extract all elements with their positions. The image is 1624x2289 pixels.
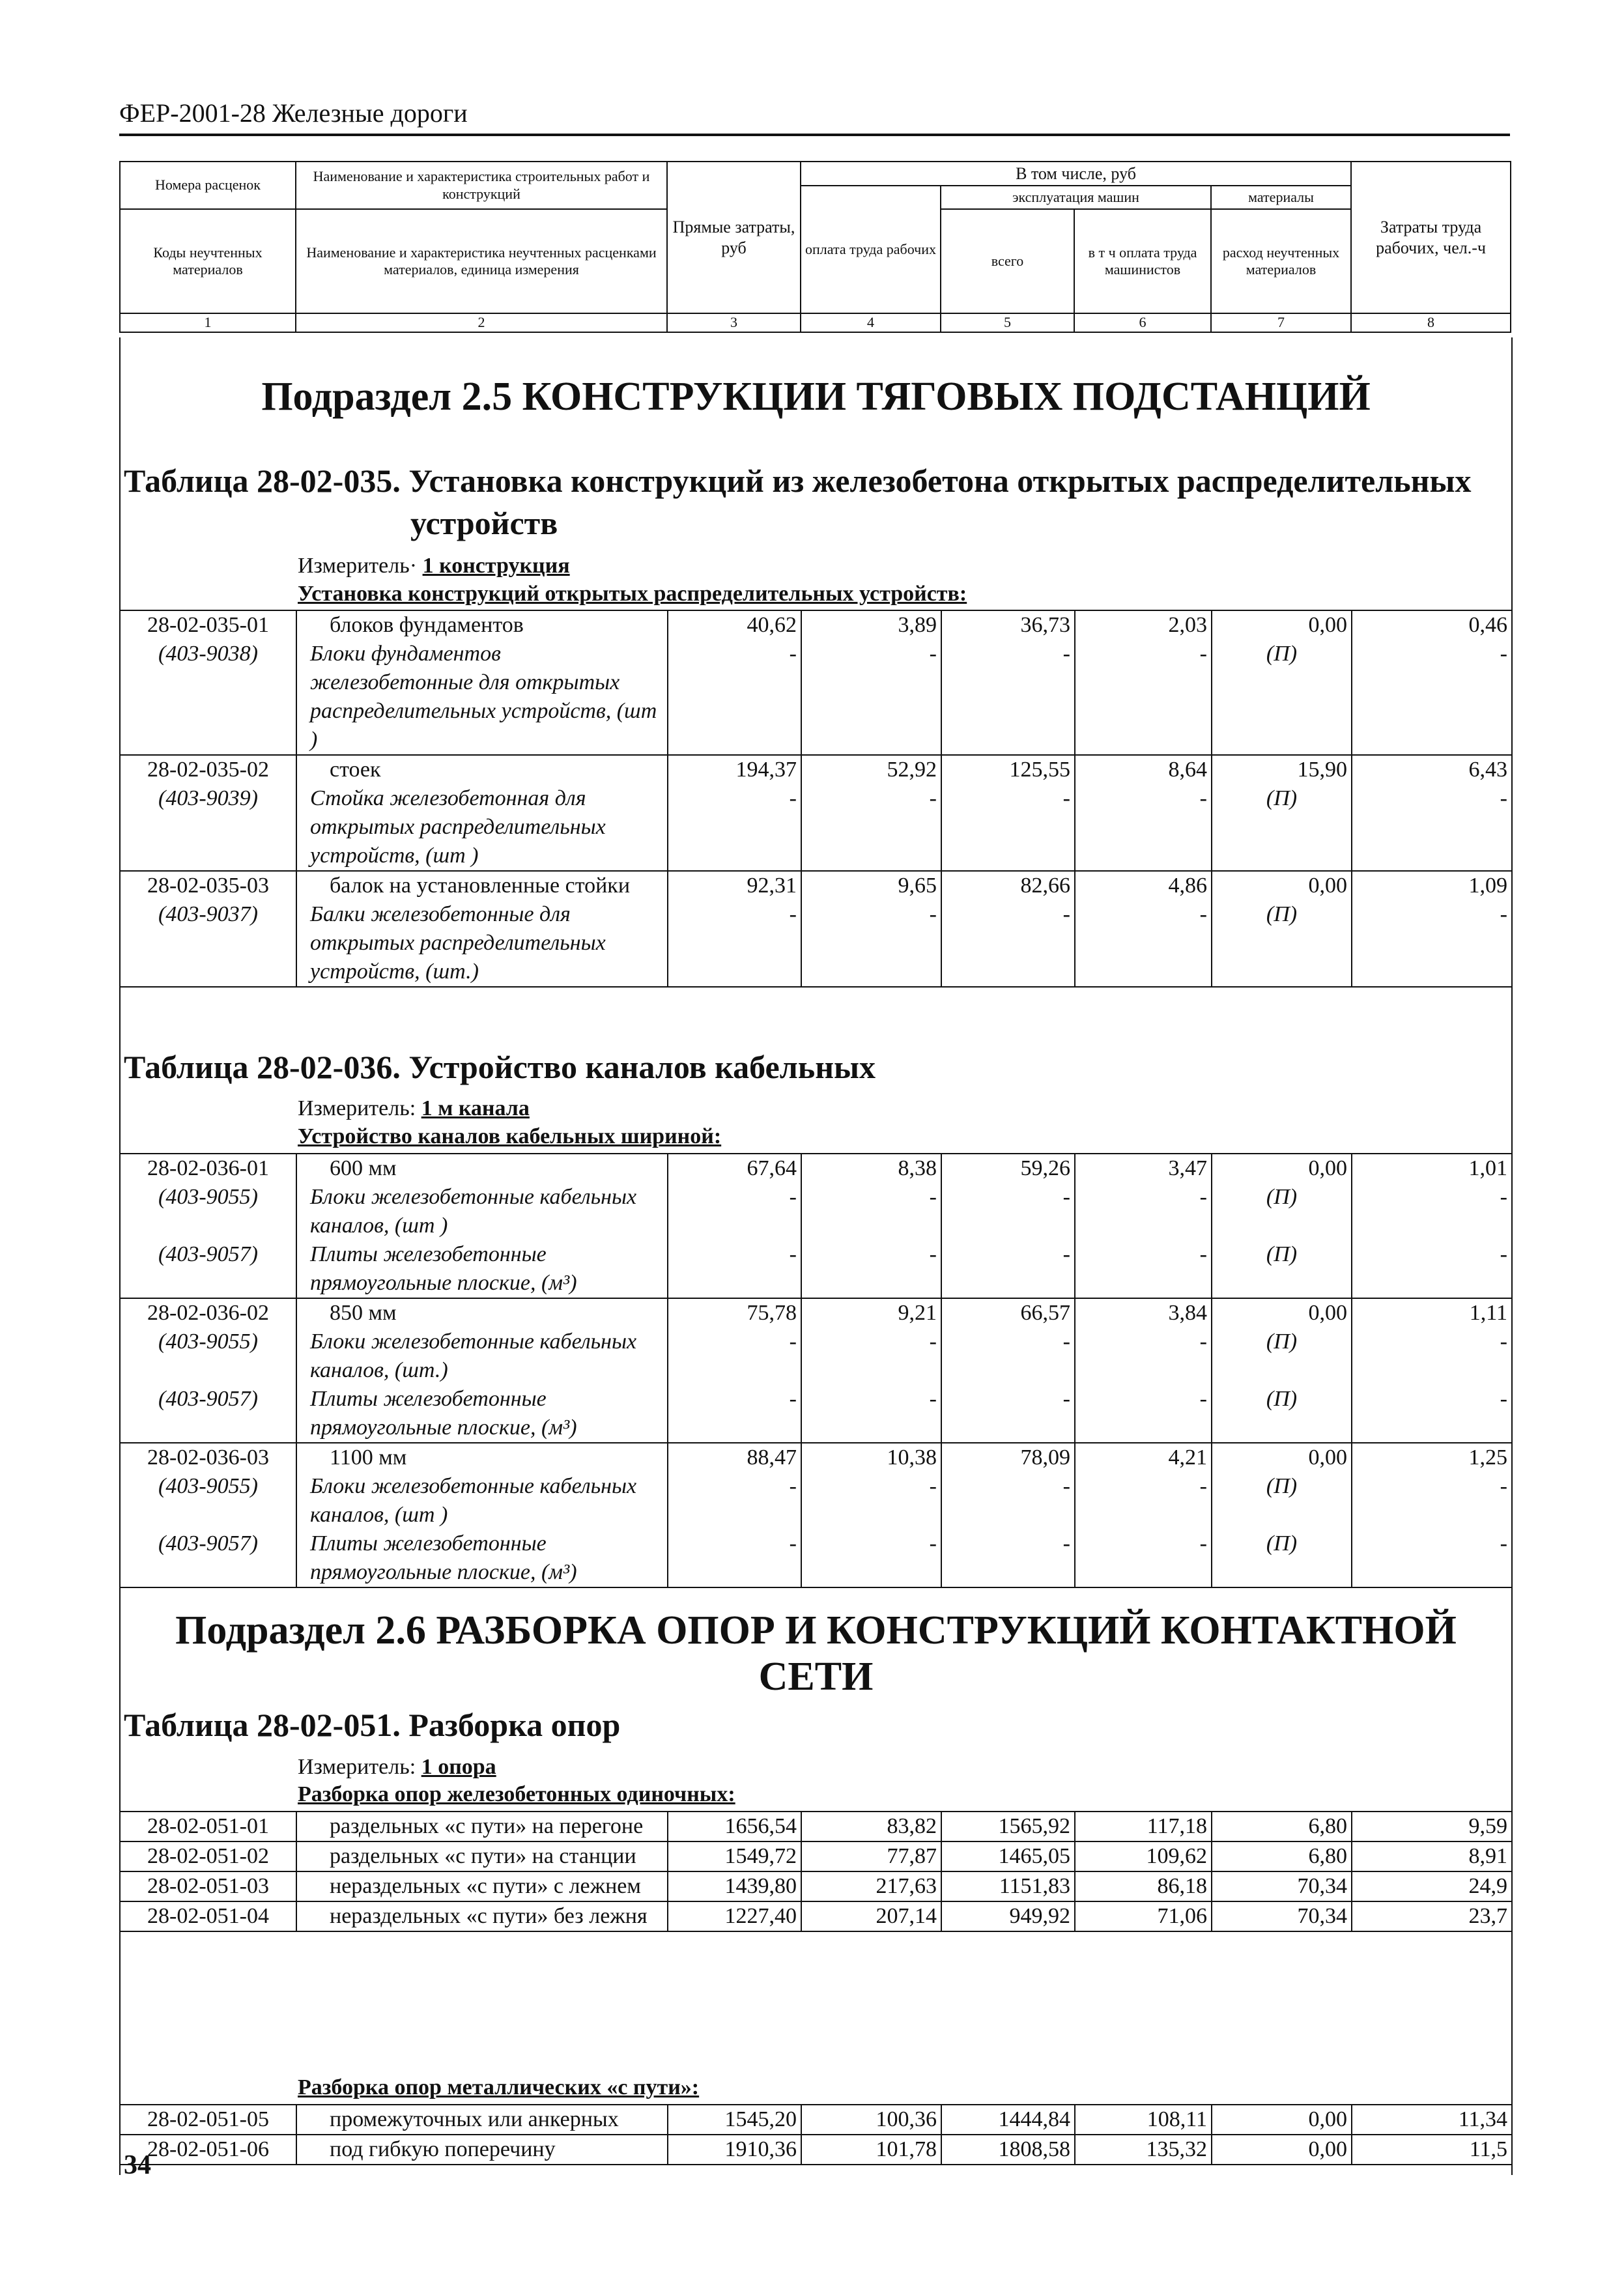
rate-row (121, 1154, 1511, 1183)
rate-code: 28-02-036-03 (121, 1443, 296, 1472)
direct-costs: 1227,40 (668, 1901, 801, 1931)
material-name: Плиты железобетонные прямоугольные плоские, (м³) (296, 1240, 668, 1298)
machinists-pay: 117,18 (1075, 1812, 1212, 1841)
rate-name: блоков фундаментов (296, 611, 668, 640)
rate-name: нераздельных «с пути» с лежнем (296, 1871, 668, 1901)
table-title-line: устройств (410, 505, 558, 541)
header-machines-total: всего (941, 209, 1074, 313)
header-num-8: 8 (1351, 313, 1511, 332)
workers-pay: 83,82 (801, 1812, 941, 1841)
machinists-pay: 2,03 (1075, 611, 1212, 640)
header-num-6: 6 (1074, 313, 1211, 332)
rate-code: 28-02-051-06 (121, 2135, 296, 2164)
header-num-5: 5 (941, 313, 1074, 332)
unit-value: 1 конструкция (422, 554, 570, 578)
header-materials-consumption: расход неучтенных материалов (1211, 209, 1351, 313)
rate-code: 28-02-051-03 (121, 1871, 296, 1901)
direct-costs: 92,31 (668, 871, 801, 900)
unit-of-measure (298, 554, 570, 578)
labor-hours: 6,43 (1352, 755, 1511, 784)
materials-cost: 0,00 (1212, 2105, 1352, 2135)
direct-costs: 1549,72 (668, 1841, 801, 1871)
machines-total: 949,92 (941, 1901, 1075, 1931)
header-direct-costs: Прямые затраты, руб (667, 162, 801, 313)
machines-total: 66,57 (941, 1298, 1075, 1328)
material-name: Блоки железобетонные кабельных каналов, (шт ) (296, 1183, 668, 1240)
material-mark: (П) (1212, 1183, 1352, 1240)
material-name: Стойка железобетонная для открытых распределительных устройств, (шт ) (296, 784, 668, 871)
unit-value: 1 опора (421, 1755, 496, 1779)
header-num-7: 7 (1211, 313, 1351, 332)
rate-row (121, 1812, 1511, 1841)
table-title: Таблица 28-02-036. Устройство каналов кабельных (124, 1049, 876, 1085)
rate-row (121, 2135, 1511, 2164)
rate-code: 28-02-036-01 (147, 1156, 269, 1180)
rate-code: 28-02-051-04 (121, 1901, 296, 1931)
direct-costs: 1545,20 (668, 2105, 801, 2135)
material-name: Блоки железобетонные кабельных каналов, (шт.) (296, 1328, 668, 1385)
rate-name: промежуточных или анкерных (296, 2105, 668, 2135)
labor-hours: 1,11 (1352, 1298, 1511, 1328)
material-mark: (П) (1212, 1328, 1352, 1385)
rate-name: 1100 мм (296, 1443, 668, 1472)
materials-cost: 0,00 (1212, 1443, 1352, 1472)
materials-cost: 0,00 (1212, 871, 1352, 900)
materials-cost: 70,34 (1212, 1871, 1352, 1901)
unit-value: 1 м канала (421, 1096, 530, 1120)
direct-costs: 194,37 (668, 755, 801, 784)
rate-row (121, 1871, 1511, 1901)
rates-block (121, 1811, 1511, 1932)
machinists-pay: 71,06 (1075, 1901, 1212, 1931)
direct-costs: 88,47 (668, 1443, 801, 1472)
header-col2-bottom: Наименование и характеристика неучтенных расценками материалов, единица измерения (296, 209, 667, 313)
material-code: (403-9055) (158, 1474, 258, 1498)
header-num-2: 2 (296, 313, 667, 332)
unit-label: Измеритель: (298, 1096, 416, 1120)
unit-of-measure (298, 1755, 496, 1780)
material-mark: (П) (1212, 784, 1352, 871)
header-num-4: 4 (801, 313, 941, 332)
table-title (124, 460, 1472, 545)
materials-cost: 0,00 (1212, 611, 1352, 640)
subsection-title: Подраздел 2.5 КОНСТРУКЦИИ ТЯГОВЫХ ПОДСТАНЦИЙ (261, 375, 1371, 419)
material-name: Блоки фундаментов железобетонные для открытых распределительных устройств, (шт ) (296, 640, 668, 755)
rate-row (121, 1298, 1511, 1328)
material-mark: (П) (1212, 900, 1352, 986)
materials-cost: 70,34 (1212, 1901, 1352, 1931)
machines-total: 82,66 (941, 871, 1075, 900)
material-code: (403-9038) (158, 642, 258, 666)
workers-pay: 101,78 (801, 2135, 941, 2164)
material-name: Плиты железобетонные прямоугольные плоские, (м³) (296, 1385, 668, 1443)
header-machinists-pay: в т ч оплата труда машинистов (1074, 209, 1211, 313)
materials-cost: 6,80 (1212, 1841, 1352, 1871)
material-code: (403-9037) (158, 902, 258, 926)
material-mark: (П) (1212, 640, 1352, 755)
rate-row (121, 871, 1511, 900)
rate-row (121, 1901, 1511, 1931)
direct-costs: 1656,54 (668, 1812, 801, 1841)
material-code: (403-9039) (158, 786, 258, 810)
material-row: (403-9055) Блоки железобетонные кабельных каналов, (шт ) - - - - (П) - (121, 1183, 1511, 1240)
table-title-line: Таблица 28-02-035. Установка конструкций из железобетона открытых распределительных (124, 462, 1472, 499)
machinists-pay: 108,11 (1075, 2105, 1212, 2135)
machinists-pay: 135,32 (1075, 2135, 1212, 2164)
workers-pay: 10,38 (801, 1443, 941, 1472)
material-name: Балки железобетонные для открытых распределительных устройств, (шт.) (296, 900, 668, 986)
material-code: (403-9057) (158, 1531, 258, 1556)
machinists-pay: 8,64 (1075, 755, 1212, 784)
machinists-pay: 86,18 (1075, 1871, 1212, 1901)
material-code: (403-9057) (158, 1242, 258, 1266)
rate-name: раздельных «с пути» на перегоне (296, 1812, 668, 1841)
labor-hours: 24,9 (1352, 1871, 1511, 1901)
header-col1-bottom: Коды неучтенных материалов (120, 209, 296, 313)
material-name: Блоки железобетонные кабельных каналов, (шт ) (296, 1472, 668, 1529)
materials-cost: 0,00 (1212, 1298, 1352, 1328)
rate-code: 28-02-051-02 (121, 1841, 296, 1871)
machines-total: 1444,84 (941, 2105, 1075, 2135)
labor-hours: 1,25 (1352, 1443, 1511, 1472)
labor-hours: 11,5 (1352, 2135, 1511, 2164)
material-row: (403-9039) Стойка железобетонная для открытых распределительных устройств, (шт ) - - - - (П) - (121, 784, 1511, 871)
material-row: (403-9057) Плиты железобетонные прямоугольные плоские, (м³) - - - - (П) - (121, 1385, 1511, 1443)
header-materials: материалы (1211, 186, 1351, 209)
materials-cost: 15,90 (1212, 755, 1352, 784)
rates-block (121, 2104, 1511, 2165)
material-row: (403-9037) Балки железобетонные для открытых распределительных устройств, (шт.) - - - - (П) - (121, 900, 1511, 986)
head-rule (119, 134, 1510, 136)
workers-pay: 217,63 (801, 1871, 941, 1901)
unit-label: Измеритель· (298, 554, 418, 578)
rate-row (121, 2105, 1511, 2135)
material-name: Плиты железобетонные прямоугольные плоские, (м³) (296, 1529, 668, 1587)
materials-cost: 0,00 (1212, 1154, 1352, 1183)
rates-block (121, 610, 1511, 988)
rate-code: 28-02-035-03 (121, 871, 296, 900)
machines-total: 78,09 (941, 1443, 1075, 1472)
workers-pay: 9,21 (801, 1298, 941, 1328)
labor-hours: 0,46 (1352, 611, 1511, 640)
rate-name: стоек (296, 755, 668, 784)
rate-name: 600 мм (296, 1154, 668, 1183)
rate-name: нераздельных «с пути» без лежня (296, 1901, 668, 1931)
materials-cost: 0,00 (1212, 2135, 1352, 2164)
rate-code: 28-02-036-02 (121, 1298, 296, 1328)
group-title: Разборка опор железобетонных одиночных: (298, 1782, 735, 1806)
direct-costs: 67,64 (668, 1154, 801, 1183)
machinists-pay: 3,47 (1075, 1154, 1212, 1183)
workers-pay: 52,92 (801, 755, 941, 784)
unit-label: Измеритель: (298, 1755, 416, 1779)
rate-code: 28-02-051-01 (147, 1814, 269, 1838)
header-col2-top: Наименование и характеристика строительных работ и конструкций (296, 162, 667, 209)
labor-hours: 9,59 (1352, 1812, 1511, 1841)
rate-name: балок на установленные стойки (296, 871, 668, 900)
table-body (119, 337, 1513, 2175)
column-header-table (119, 161, 1511, 333)
header-col1-top: Номера расценок (120, 162, 296, 209)
material-code: (403-9057) (158, 1387, 258, 1411)
workers-pay: 207,14 (801, 1901, 941, 1931)
materials-cost: 6,80 (1212, 1812, 1352, 1841)
running-head: ФЕР-2001-28 Железные дороги (119, 98, 468, 128)
machines-total: 1808,58 (941, 2135, 1075, 2164)
workers-pay: 77,87 (801, 1841, 941, 1871)
group-title: Разборка опор металлических «с пути»: (298, 2075, 700, 2099)
workers-pay: 100,36 (801, 2105, 941, 2135)
header-including: В том числе, руб (801, 162, 1351, 186)
group-title: Устройство каналов кабельных шириной: (298, 1124, 722, 1148)
machines-total: 1465,05 (941, 1841, 1075, 1871)
header-labor-hours: Затраты труда рабочих, чел.-ч (1351, 162, 1511, 313)
rates-block (121, 1153, 1511, 1588)
material-mark: (П) (1212, 1472, 1352, 1529)
machinists-pay: 4,86 (1075, 871, 1212, 900)
rate-code: 28-02-035-02 (121, 755, 296, 784)
labor-hours: 1,09 (1352, 871, 1511, 900)
direct-costs: 75,78 (668, 1298, 801, 1328)
workers-pay: 3,89 (801, 611, 941, 640)
workers-pay: 9,65 (801, 871, 941, 900)
material-mark: (П) (1212, 1385, 1352, 1443)
labor-hours: 23,7 (1352, 1901, 1511, 1931)
material-row: (403-9055) Блоки железобетонные кабельных каналов, (шт ) - - - - (П) - (121, 1472, 1511, 1529)
material-mark: (П) (1212, 1240, 1352, 1298)
direct-costs: 40,62 (668, 611, 801, 640)
page-number: 34 (124, 2150, 151, 2180)
direct-costs: 1439,80 (668, 1871, 801, 1901)
material-row: (403-9055) Блоки железобетонные кабельных каналов, (шт.) - - - - (П) - (121, 1328, 1511, 1385)
rate-row (121, 755, 1511, 784)
rate-code: 28-02-051-05 (147, 2107, 269, 2131)
material-row: (403-9057) Плиты железобетонные прямоугольные плоские, (м³) - - - - (П) - (121, 1529, 1511, 1587)
rate-name: 850 мм (296, 1298, 668, 1328)
rate-row (121, 1841, 1511, 1871)
labor-hours: 8,91 (1352, 1841, 1511, 1871)
header-machines: эксплуатация машин (941, 186, 1211, 209)
rate-row (121, 611, 1511, 640)
material-code: (403-9055) (158, 1185, 258, 1209)
labor-hours: 11,34 (1352, 2105, 1511, 2135)
table-title: Таблица 28-02-051. Разборка опор (124, 1707, 621, 1743)
material-row: (403-9038) Блоки фундаментов железобетонные для открытых распределительных устройств, (шт ) - - - - (П) - (121, 640, 1511, 755)
material-code: (403-9055) (158, 1329, 258, 1354)
material-mark: (П) (1212, 1529, 1352, 1587)
rate-code: 28-02-035-01 (147, 613, 269, 637)
machines-total: 1151,83 (941, 1871, 1075, 1901)
rate-name: под гибкую поперечину (296, 2135, 668, 2164)
machines-total: 125,55 (941, 755, 1075, 784)
workers-pay: 8,38 (801, 1154, 941, 1183)
machines-total: 59,26 (941, 1154, 1075, 1183)
rate-name: раздельных «с пути» на станции (296, 1841, 668, 1871)
subsection-title: Подраздел 2.6 РАЗБОРКА ОПОР И КОНСТРУКЦИЙ КОНТАКТНОЙ СЕТИ (175, 1608, 1457, 1699)
header-num-3: 3 (667, 313, 801, 332)
rate-row (121, 1443, 1511, 1472)
unit-of-measure (298, 1096, 530, 1121)
labor-hours: 1,01 (1352, 1154, 1511, 1183)
machinists-pay: 4,21 (1075, 1443, 1212, 1472)
machines-total: 36,73 (941, 611, 1075, 640)
direct-costs: 1910,36 (668, 2135, 801, 2164)
header-workers-pay: оплата труда рабочих (801, 186, 941, 313)
machinists-pay: 3,84 (1075, 1298, 1212, 1328)
machinists-pay: 109,62 (1075, 1841, 1212, 1871)
group-title: Установка конструкций открытых распределительных устройств: (298, 582, 967, 606)
material-row: (403-9057) Плиты железобетонные прямоугольные плоские, (м³) - - - - (П) - (121, 1240, 1511, 1298)
machines-total: 1565,92 (941, 1812, 1075, 1841)
header-num-1: 1 (120, 313, 296, 332)
